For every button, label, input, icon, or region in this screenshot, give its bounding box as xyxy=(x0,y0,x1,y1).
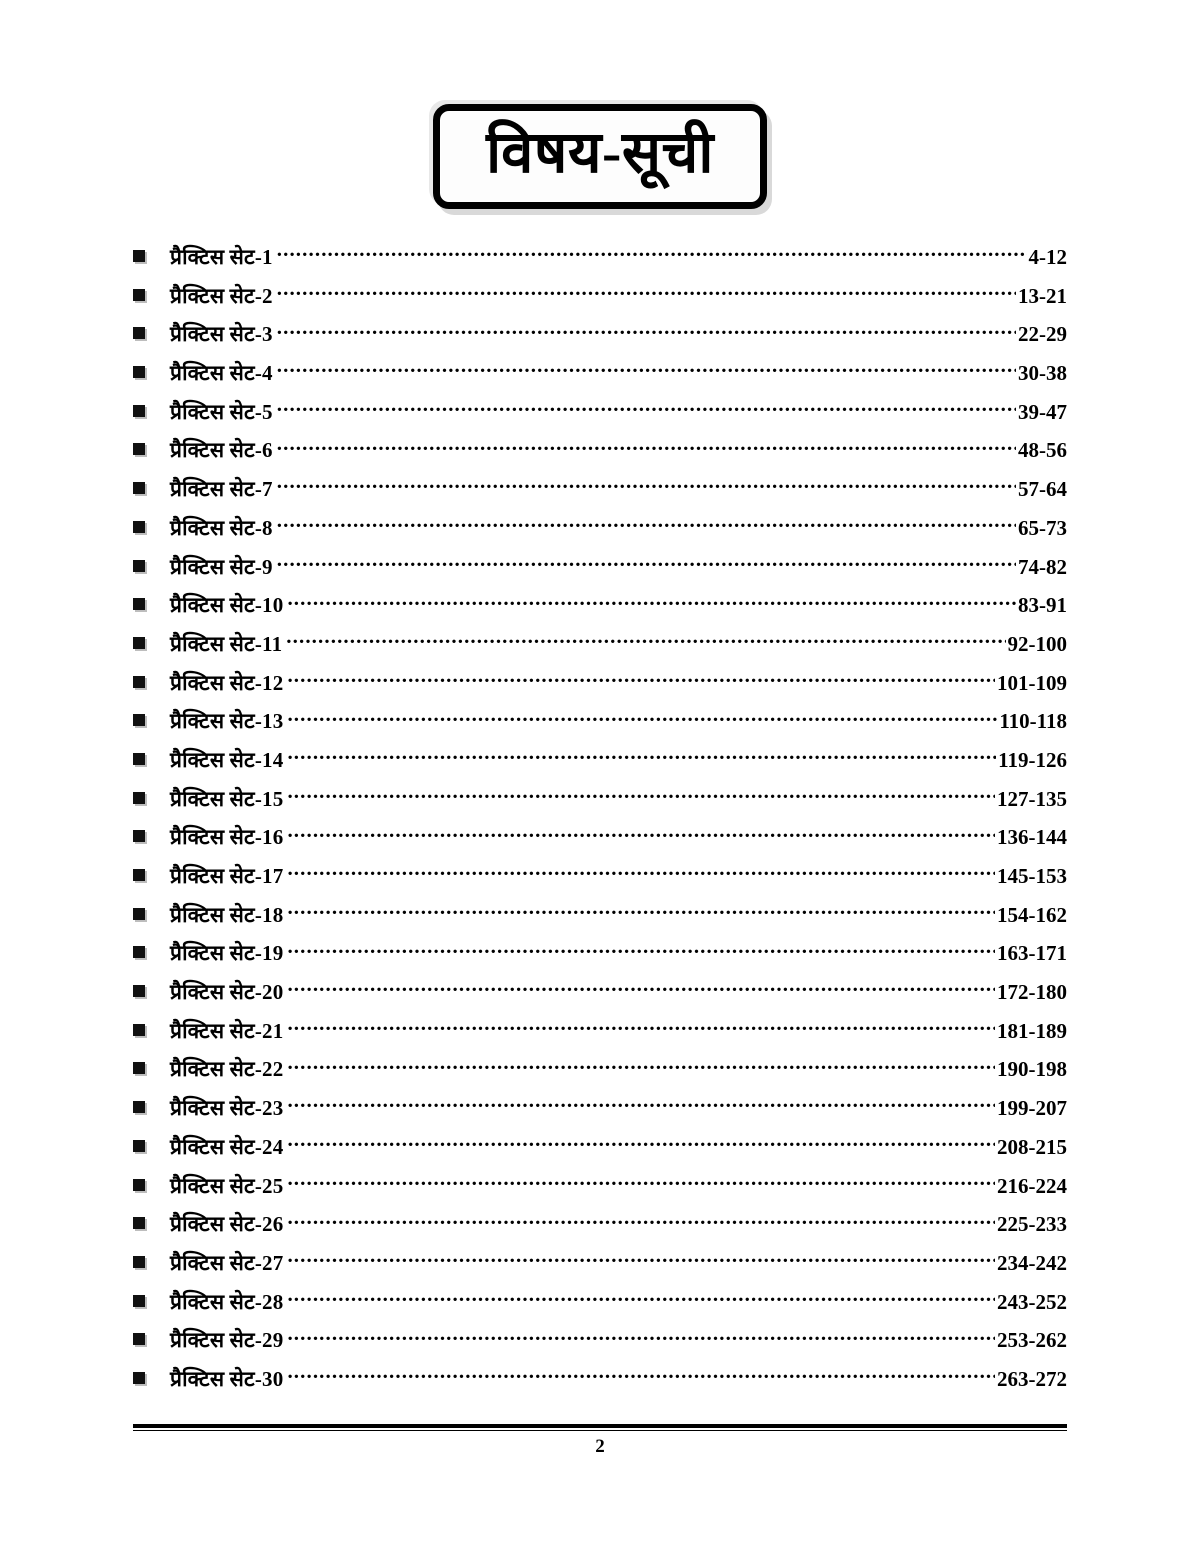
dot-leader xyxy=(277,364,1016,380)
dot-leader xyxy=(287,1370,995,1386)
dot-leader xyxy=(277,248,1027,264)
square-bullet-icon xyxy=(133,443,145,455)
footer-rule-thin xyxy=(133,1430,1067,1431)
toc-entry-pages: 110-118 xyxy=(999,709,1067,734)
toc-entry-pages: 172-180 xyxy=(997,980,1067,1005)
toc-entry-label: प्रैक्टिस सेट-9 xyxy=(170,554,273,579)
square-bullet-icon xyxy=(133,946,145,958)
footer-rule-thick xyxy=(133,1424,1067,1428)
dot-leader xyxy=(287,1138,995,1154)
toc-entry[interactable] xyxy=(133,1288,1067,1327)
toc-entry-label: प्रैक्टिस सेट-6 xyxy=(170,438,273,463)
toc-entry-label: प्रैक्टिस सेट-7 xyxy=(170,477,273,502)
dot-leader xyxy=(287,1215,995,1231)
square-bullet-icon xyxy=(133,289,145,301)
toc-entry-label: प्रैक्टिस सेट-17 xyxy=(170,864,284,888)
toc-entry-label: प्रैक्टिस सेट-4 xyxy=(170,361,273,386)
square-bullet-icon xyxy=(133,1217,145,1229)
dot-leader xyxy=(286,635,1005,651)
toc-entry-pages: 263-272 xyxy=(997,1366,1067,1391)
toc-entry-label: प्रैक्टिस सेट-11 xyxy=(170,631,283,656)
toc-entry[interactable] xyxy=(133,475,1067,514)
square-bullet-icon xyxy=(133,405,145,417)
dot-leader xyxy=(277,287,1016,303)
toc-entry-label: प्रैक्टिस सेट-3 xyxy=(170,322,273,347)
toc-entry-label: प्रैक्टिस सेट-8 xyxy=(170,515,273,540)
toc-entry-pages: 13-21 xyxy=(1018,283,1067,308)
toc-entry-pages: 74-82 xyxy=(1018,554,1067,579)
toc-entry-pages: 208-215 xyxy=(997,1134,1067,1159)
toc-entry[interactable] xyxy=(133,359,1067,398)
square-bullet-icon xyxy=(133,560,145,572)
toc-entry-pages: 253-262 xyxy=(997,1328,1067,1353)
toc-entry[interactable] xyxy=(133,978,1067,1017)
toc-entry-label: प्रैक्टिस सेट-20 xyxy=(170,980,284,1005)
toc-entry-label: प्रैक्टिस सेट-24 xyxy=(170,1134,284,1159)
square-bullet-icon xyxy=(133,1333,145,1345)
square-bullet-icon xyxy=(133,1372,145,1384)
toc-entry[interactable] xyxy=(133,707,1067,746)
toc-entry-label: प्रैक्टिस सेट-1 xyxy=(170,245,273,269)
toc-entry-pages: 65-73 xyxy=(1018,515,1067,540)
square-bullet-icon xyxy=(133,366,145,378)
toc-entry-pages: 101-109 xyxy=(997,670,1067,695)
toc-entry[interactable] xyxy=(133,862,1067,901)
toc-entry-pages: 199-207 xyxy=(997,1096,1067,1121)
toc-entry-label: प्रैक्टिस सेट-18 xyxy=(170,902,284,927)
square-bullet-icon xyxy=(133,985,145,997)
toc-entry-label: प्रैक्टिस सेट-16 xyxy=(170,825,284,850)
square-bullet-icon xyxy=(133,1179,145,1191)
toc-entry[interactable] xyxy=(133,901,1067,940)
toc-entry[interactable] xyxy=(133,746,1067,785)
toc-entry[interactable] xyxy=(133,1249,1067,1288)
dot-leader xyxy=(287,790,995,806)
square-bullet-icon xyxy=(133,714,145,726)
toc-entry[interactable] xyxy=(133,243,1067,282)
toc-entry[interactable] xyxy=(133,1133,1067,1172)
toc-entry-pages: 119-126 xyxy=(998,747,1067,772)
dot-leader xyxy=(287,867,995,883)
toc-entry[interactable] xyxy=(133,398,1067,437)
toc-entry[interactable] xyxy=(133,1210,1067,1249)
square-bullet-icon xyxy=(133,1295,145,1307)
square-bullet-icon xyxy=(133,521,145,533)
toc-entry-pages: 83-91 xyxy=(1018,593,1067,618)
page-title: विषय-सूची xyxy=(486,120,714,185)
dot-leader xyxy=(277,325,1016,341)
square-bullet-icon xyxy=(133,753,145,765)
toc-entry-pages: 92-100 xyxy=(1007,631,1067,656)
dot-leader xyxy=(287,1293,995,1309)
dot-leader xyxy=(287,1060,995,1076)
dot-leader xyxy=(287,906,995,922)
square-bullet-icon xyxy=(133,1062,145,1074)
toc-entry-pages: 154-162 xyxy=(997,902,1067,927)
square-bullet-icon xyxy=(133,830,145,842)
dot-leader xyxy=(287,828,995,844)
toc-entry-label: प्रैक्टिस सेट-15 xyxy=(170,786,284,811)
toc-entry-pages: 22-29 xyxy=(1018,322,1067,347)
square-bullet-icon xyxy=(133,869,145,881)
toc-entry-pages: 145-153 xyxy=(997,864,1067,888)
table-of-contents-list xyxy=(133,243,1067,1404)
toc-entry-pages: 30-38 xyxy=(1018,361,1067,386)
toc-entry[interactable] xyxy=(133,553,1067,592)
square-bullet-icon xyxy=(133,1024,145,1036)
toc-entry-pages: 57-64 xyxy=(1018,477,1067,502)
dot-leader xyxy=(287,983,995,999)
square-bullet-icon xyxy=(133,792,145,804)
toc-entry-label: प्रैक्टिस सेट-14 xyxy=(170,747,284,772)
toc-entry[interactable] xyxy=(133,630,1067,669)
square-bullet-icon xyxy=(133,1140,145,1152)
toc-entry-pages: 136-144 xyxy=(997,825,1067,850)
toc-entry-pages: 48-56 xyxy=(1018,438,1067,463)
dot-leader xyxy=(287,596,1016,612)
toc-entry[interactable] xyxy=(133,514,1067,553)
toc-entry-label: प्रैक्टिस सेट-2 xyxy=(170,283,273,308)
toc-entry[interactable] xyxy=(133,1055,1067,1094)
toc-entry-label: प्रैक्टिस सेट-23 xyxy=(170,1096,284,1121)
toc-entry-label: प्रैक्टिस सेट-25 xyxy=(170,1173,284,1198)
square-bullet-icon xyxy=(133,1101,145,1113)
toc-entry-label: प्रैक्टिस सेट-12 xyxy=(170,670,284,695)
square-bullet-icon xyxy=(133,598,145,610)
dot-leader xyxy=(277,480,1016,496)
toc-entry-pages: 39-47 xyxy=(1018,399,1067,424)
toc-entry-label: प्रैक्टिस सेट-19 xyxy=(170,941,284,966)
dot-leader xyxy=(287,1331,995,1347)
page-footer xyxy=(133,1424,1067,1458)
dot-leader xyxy=(277,441,1016,457)
dot-leader xyxy=(277,519,1016,535)
dot-leader xyxy=(287,1022,995,1038)
toc-entry-pages: 181-189 xyxy=(997,1018,1067,1043)
toc-entry-label: प्रैक्टिस सेट-13 xyxy=(170,709,284,734)
toc-entry-pages: 190-198 xyxy=(997,1057,1067,1082)
dot-leader xyxy=(287,1254,995,1270)
toc-entry[interactable] xyxy=(133,785,1067,824)
toc-entry-label: प्रैक्टिस सेट-27 xyxy=(170,1250,284,1275)
dot-leader xyxy=(287,944,995,960)
toc-entry-label: प्रैक्टिस सेट-26 xyxy=(170,1212,284,1237)
toc-entry-pages: 216-224 xyxy=(997,1173,1067,1198)
square-bullet-icon xyxy=(133,482,145,494)
toc-entry-label: प्रैक्टिस सेट-28 xyxy=(170,1289,284,1314)
toc-entry-pages: 225-233 xyxy=(997,1212,1067,1237)
toc-entry[interactable] xyxy=(133,282,1067,321)
toc-entry[interactable] xyxy=(133,1172,1067,1211)
square-bullet-icon xyxy=(133,637,145,649)
toc-entry-pages: 4-12 xyxy=(1028,245,1067,269)
toc-entry[interactable] xyxy=(133,1017,1067,1056)
page-title-container xyxy=(0,104,1200,209)
toc-entry[interactable] xyxy=(133,591,1067,630)
toc-entry-pages: 127-135 xyxy=(997,786,1067,811)
square-bullet-icon xyxy=(133,250,145,262)
square-bullet-icon xyxy=(133,676,145,688)
title-box xyxy=(433,104,767,209)
toc-entry-label: प्रैक्टिस सेट-10 xyxy=(170,593,284,618)
square-bullet-icon xyxy=(133,1256,145,1268)
dot-leader xyxy=(277,403,1016,419)
dot-leader xyxy=(287,712,997,728)
dot-leader xyxy=(287,1099,995,1115)
dot-leader xyxy=(287,674,995,690)
toc-entry[interactable] xyxy=(133,1094,1067,1133)
toc-entry-label: प्रैक्टिस सेट-29 xyxy=(170,1328,284,1353)
toc-entry-label: प्रैक्टिस सेट-5 xyxy=(170,399,273,424)
toc-entry[interactable] xyxy=(133,823,1067,862)
toc-entry-pages: 243-252 xyxy=(997,1289,1067,1314)
square-bullet-icon xyxy=(133,327,145,339)
square-bullet-icon xyxy=(133,908,145,920)
toc-entry-label: प्रैक्टिस सेट-22 xyxy=(170,1057,284,1082)
toc-entry-label: प्रैक्टिस सेट-21 xyxy=(170,1018,284,1043)
toc-entry-label: प्रैक्टिस सेट-30 xyxy=(170,1366,284,1391)
toc-entry-pages: 163-171 xyxy=(997,941,1067,966)
footer-page-number: 2 xyxy=(595,1436,605,1457)
toc-entry[interactable] xyxy=(133,436,1067,475)
dot-leader xyxy=(277,558,1016,574)
toc-entry[interactable] xyxy=(133,320,1067,359)
toc-entry[interactable] xyxy=(133,939,1067,978)
dot-leader xyxy=(287,751,996,767)
dot-leader xyxy=(287,1177,995,1193)
toc-entry[interactable] xyxy=(133,1326,1067,1365)
toc-entry[interactable] xyxy=(133,1365,1067,1404)
toc-entry[interactable] xyxy=(133,669,1067,708)
toc-entry-pages: 234-242 xyxy=(997,1250,1067,1275)
